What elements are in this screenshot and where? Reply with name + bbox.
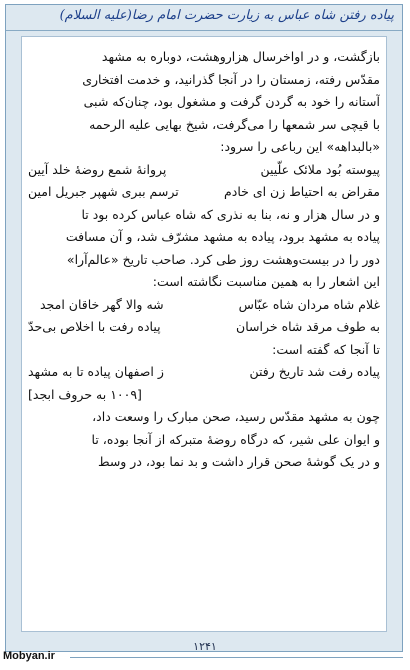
- text-line: چون به مشهد مقدّس رسید، صحن مبارک را وسعت داد،: [92, 409, 380, 424]
- hemistich: پروانهٔ شمع روضهٔ خلد آیین: [28, 161, 167, 177]
- hemistich: مقراض به احتیاط زن ای خادم: [224, 184, 380, 199]
- hemistich: پیاده رفت شد تاریخ رفتن: [249, 364, 380, 379]
- verse-line: [28, 159, 380, 182]
- text-line: و ایوان علی شیر، که درگاه روضهٔ متبرکه از آنجا بوده، تا: [91, 431, 380, 447]
- hemistich: به طوف مرقد شاه خراسان: [236, 319, 380, 334]
- text-line: و در سال هزار و نه، بنا به نذری که شاه عباس کرده بود تا: [81, 206, 380, 222]
- text-line: با قیچی سر شمعها را می‌گرفت، شیخ بهایی علیه الرحمه: [89, 116, 380, 132]
- text-line: پیاده به مشهد برود، پیاده به مشهد مشرّف شد، و آن مسافت: [65, 229, 380, 244]
- page-number: ۱۲۴۱: [193, 640, 217, 653]
- hemistich: پیاده رفت با اخلاص بی‌حدّ: [28, 319, 161, 334]
- text-line: این اشعار را به همین مناسبت نگاشته است:: [152, 274, 380, 289]
- header-title: پیاده رفتن شاه عباس به زیارت حضرت امام رضا(علیه السلام): [59, 8, 394, 23]
- hemistich: غلام شاه مردان شاه عبّاس: [238, 296, 380, 312]
- footer-divider: [70, 657, 403, 658]
- text-line: دور را در بیست‌وهشت روز طی کرد. صاحب تاریخ «عالم‌آرا»: [66, 251, 380, 267]
- text-line: تا آنجا که گفته است:: [272, 341, 380, 357]
- page-header: [6, 6, 402, 31]
- text-line: بازگشت، و در اواخرسال هزاروهشت، دوباره به مشهد: [101, 49, 380, 64]
- text-line: آستانه را خود به گردن گرفت و مشغول بود، چنان‌که شبی: [83, 94, 380, 109]
- verse-line: [28, 294, 380, 317]
- hemistich: شه والا گهر خاقان امجد: [40, 296, 164, 312]
- verse-line: [28, 361, 380, 384]
- verse-line: [28, 316, 380, 339]
- text-line: «بالبداهه» این رباعی را سرود:: [220, 139, 380, 154]
- text-line: و در یک گوشهٔ صحن قرار داشت و بد نما بود، در وسط: [97, 454, 380, 469]
- abjad-note: [۱۰۰۹ به حروف ابجد]: [28, 386, 142, 402]
- hemistich: ترسم ببری شهپر جبریل امین: [28, 184, 179, 199]
- hemistich: پیوسته بُود ملائک علّیین: [260, 161, 380, 177]
- site-watermark: Mobyan.ir: [3, 650, 55, 662]
- body-text: [28, 46, 380, 474]
- verse-line: [28, 181, 380, 204]
- hemistich: ز اصفهان پیاده تا به مشهد: [28, 364, 164, 379]
- text-line: مقدّس رفته، زمستان را در آنجا گذرانید، و خدمت افتخاری: [82, 71, 380, 87]
